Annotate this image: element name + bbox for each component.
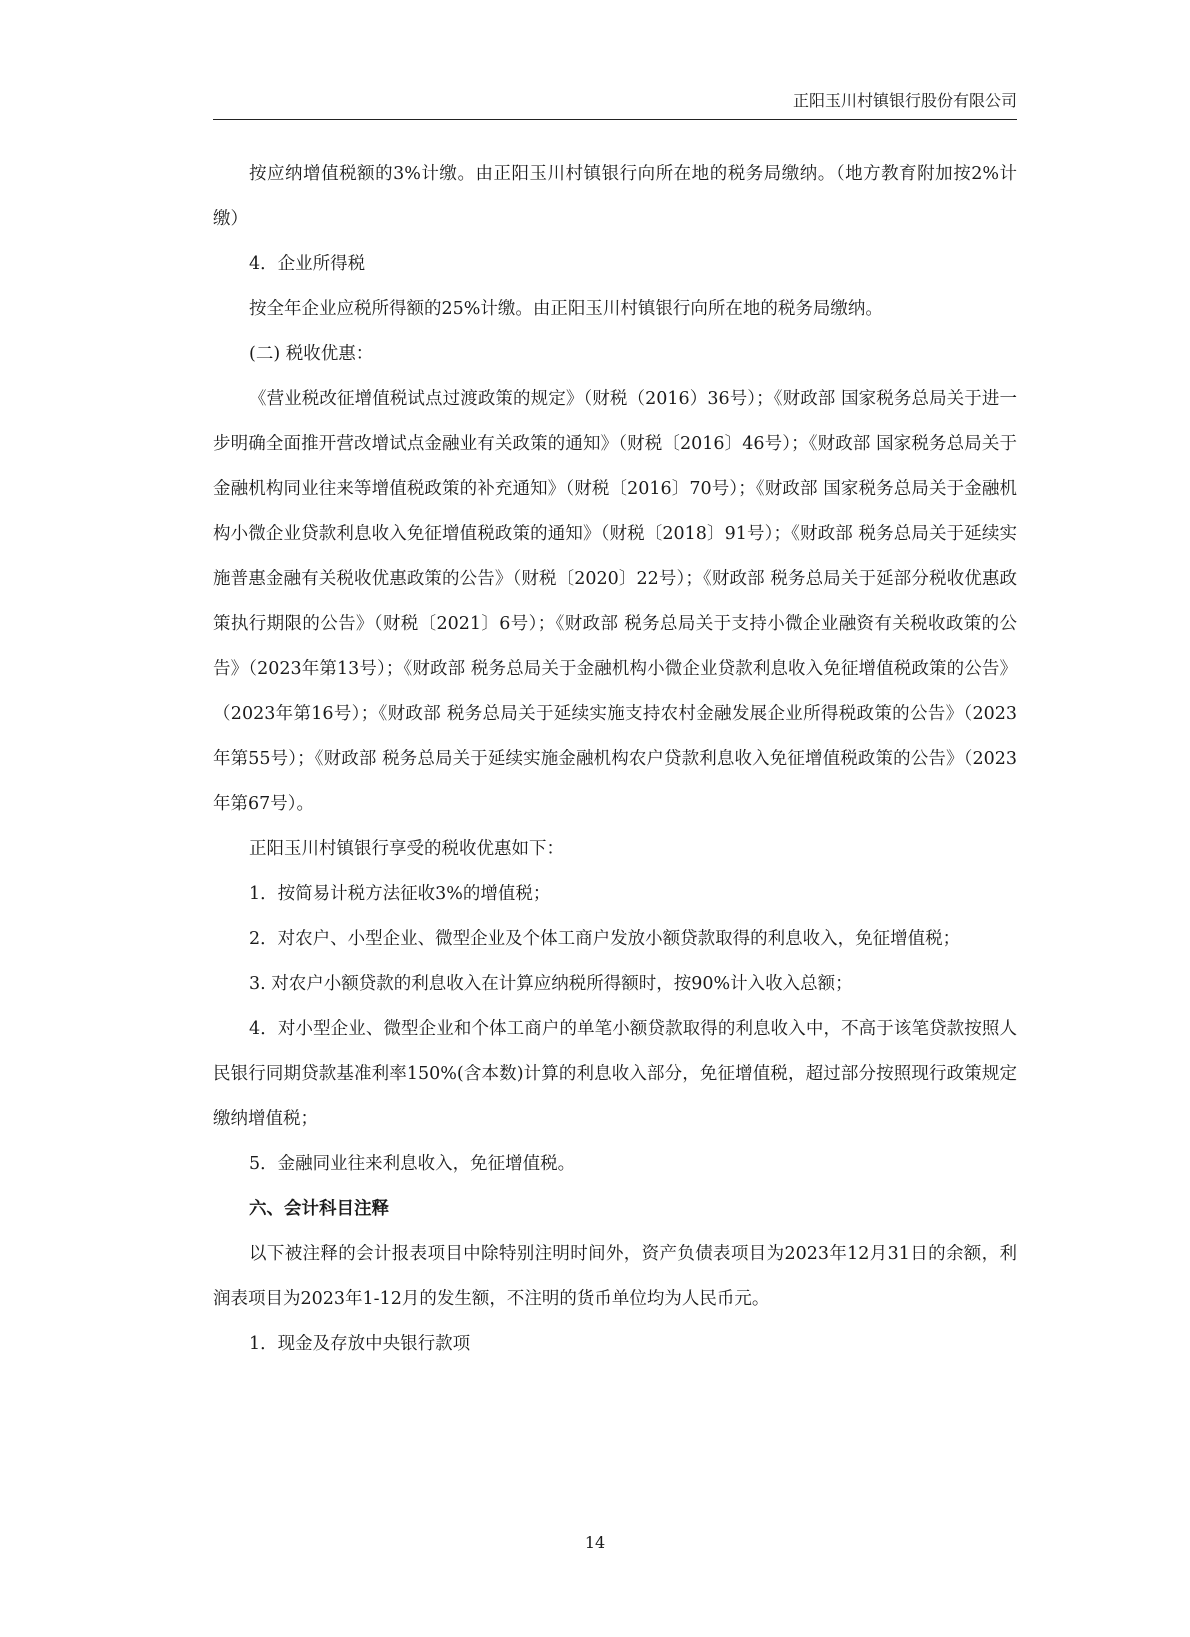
document-body bbox=[213, 152, 1017, 1367]
page-number: 14 bbox=[584, 1533, 606, 1552]
paragraph: 以下被注释的会计报表项目中除特别注明时间外，资产负债表项目为2023年12月31日的余额，利润表项目为2023年1-12月的发生额，不注明的货币单位均为人民币元。 bbox=[213, 1244, 1017, 1309]
paragraph: 3. 对农户小额贷款的利息收入在计算应纳税所得额时，按90%计入收入总额； bbox=[249, 974, 853, 994]
paragraph: 1．现金及存放中央银行款项 bbox=[249, 1334, 471, 1354]
section-heading: 六、会计科目注释 bbox=[249, 1199, 389, 1219]
paragraph: (二) 税收优惠： bbox=[249, 344, 374, 364]
paragraph: 按全年企业应税所得额的25%计缴。由正阳玉川村镇银行向所在地的税务局缴纳。 bbox=[249, 299, 883, 319]
paragraph: 4．企业所得税 bbox=[249, 254, 366, 274]
paragraph: 正阳玉川村镇银行享受的税收优惠如下： bbox=[249, 839, 564, 859]
paragraph: 5．金融同业往来利息收入，免征增值税。 bbox=[249, 1154, 576, 1174]
paragraph: 按应纳增值税额的3%计缴。由正阳玉川村镇银行向所在地的税务局缴纳。（地方教育附加按2%计缴） bbox=[213, 164, 1017, 229]
paragraph: 《营业税改征增值税试点过渡政策的规定》（财税（2016）36号）；《财政部 国家税务总局关于进一步明确全面推开营改增试点金融业有关政策的通知》（财税〔2016〕46号）；《财政部 国家税务总局关于金融机构同业往来等增值税政策的补充通知》（财税〔2016〕70号）；《财政部 国家税务总局关于金融机构小微企业贷款利息收入免征增值税政策的通知》（财税〔2018〕91号）；《财政部 税务总局关于延续实施普惠金融有关税收优惠政策的公告》（财税〔2020〕22号）；《财政部 税务总局关于延部分税收优惠政策执行期限的公告》（财税〔2021〕6号）；《财政部 税务总局关于支持小微企业融资有关税收政策的公告》（2023年第13号）；《财政部 税务总局关于金融机构小微企业贷款利息收入免征增值税政策的公告》（2023年第16号）；《财政部 税务总局关于延续实施支持农村金融发展企业所得税政策的公告》（2023年第55号）；《财政部 税务总局关于延续实施金融机构农户贷款利息收入免征增值税政策的公告》（2023年第67号）。 bbox=[213, 389, 1017, 814]
paragraph: 4．对小型企业、微型企业和个体工商户的单笔小额贷款取得的利息收入中，不高于该笔贷款按照人民银行同期贷款基准利率150%(含本数)计算的利息收入部分，免征增值税，超过部分按照现行政策规定缴纳增值税； bbox=[213, 1019, 1017, 1129]
paragraph: 2．对农户、小型企业、微型企业及个体工商户发放小额贷款取得的利息收入，免征增值税； bbox=[249, 929, 961, 949]
page-header: 正阳玉川村镇银行股份有限公司 bbox=[213, 88, 1017, 120]
paragraph: 1．按简易计税方法征收3%的增值税； bbox=[249, 884, 551, 904]
